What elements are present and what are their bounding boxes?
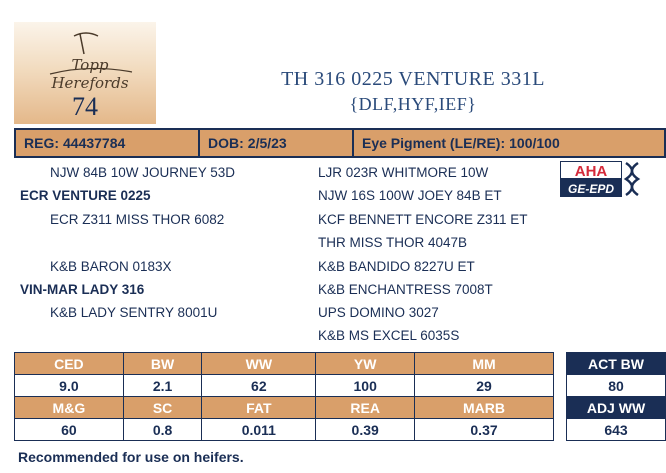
epd-table <box>14 352 554 441</box>
reg-value: 44437784 <box>63 135 126 151</box>
lot-box <box>14 22 156 124</box>
epd-header-mm: MM <box>415 353 554 375</box>
animal-name: TH 316 0225 VENTURE 331L <box>281 68 545 90</box>
eye-pigment-value: 100/100 <box>509 135 560 151</box>
lot-number: 74 <box>72 92 98 121</box>
epd-value-ced: 9.0 <box>15 375 124 397</box>
pedigree-dam-sire: K&B BARON 0183X <box>50 259 172 274</box>
pedigree-right-1: LJR 023R WHITMORE 10W <box>318 165 489 180</box>
topp-herefords-logo <box>40 28 140 92</box>
aha-logo-bottom: GE-EPD <box>567 182 615 196</box>
footer-note: Recommended for use on heifers. <box>18 449 244 465</box>
epd-value-yw: 100 <box>316 375 415 397</box>
dob-value: 2/5/23 <box>247 135 287 151</box>
pedigree-right-3: KCF BENNETT ENCORE Z311 ET <box>318 212 528 227</box>
pedigree-dam: VIN-MAR LADY 316 <box>20 282 145 297</box>
epd-header-ced: CED <box>15 353 124 375</box>
pedigree-right-6: K&B ENCHANTRESS 7008T <box>318 282 493 297</box>
act-bw-header: ACT BW <box>567 353 666 375</box>
pedigree-right-7: UPS DOMINO 3027 <box>318 305 439 320</box>
epd-header-row-2 <box>15 397 554 419</box>
epd-header-marb: MARB <box>415 397 554 419</box>
epd-value-sc: 0.8 <box>123 419 202 441</box>
aha-ge-epd-logo-icon <box>560 161 642 197</box>
adj-ww-value: 643 <box>567 419 666 441</box>
epd-header-mg: M&G <box>15 397 124 419</box>
pedigree-right-8: K&B MS EXCEL 6035S <box>318 328 460 343</box>
epd-header-rea: REA <box>316 397 415 419</box>
epd-header-fat: FAT <box>202 397 316 419</box>
epd-value-mm: 29 <box>415 375 554 397</box>
epd-header-sc: SC <box>123 397 202 419</box>
pedigree-sire-sire-sire: NJW 84B 10W JOURNEY 53D <box>50 165 236 180</box>
epd-value-row-1 <box>15 375 554 397</box>
eye-pigment-cell <box>354 130 664 156</box>
adj-ww-header: ADJ WW <box>567 397 666 419</box>
logo-text: Topp Herefords <box>51 56 129 92</box>
eye-pigment-label: Eye Pigment (LE/RE): <box>362 135 506 151</box>
aha-logo-top: AHA <box>574 163 608 180</box>
epd-header-bw: BW <box>123 353 202 375</box>
act-bw-value: 80 <box>567 375 666 397</box>
epd-value-fat: 0.011 <box>202 419 316 441</box>
epd-header-ww: WW <box>202 353 316 375</box>
dob-label: DOB: <box>208 135 244 151</box>
pedigree-dam-dam: K&B LADY SENTRY 8001U <box>50 305 218 320</box>
pedigree-right-5: K&B BANDIDO 8227U ET <box>318 259 475 274</box>
pedigree-right-4: THR MISS THOR 4047B <box>318 235 468 250</box>
epd-value-mg: 60 <box>15 419 124 441</box>
epd-value-row-2 <box>15 419 554 441</box>
dob-cell <box>200 130 354 156</box>
epd-value-rea: 0.39 <box>316 419 415 441</box>
pedigree-right-2: NJW 16S 100W JOEY 84B ET <box>318 188 502 203</box>
animal-designations: {DLF,HYF,IEF} <box>349 94 477 114</box>
epd-header-yw: YW <box>316 353 415 375</box>
reg-label: REG: <box>24 135 59 151</box>
registration-bar <box>14 128 666 158</box>
epd-value-marb: 0.37 <box>415 419 554 441</box>
epd-value-ww: 62 <box>202 375 316 397</box>
actual-weights-table <box>566 352 666 441</box>
pedigree-sire: ECR VENTURE 0225 <box>20 188 151 203</box>
epd-header-row-1 <box>15 353 554 375</box>
epd-value-bw: 2.1 <box>123 375 202 397</box>
pedigree-sire-dam: ECR Z311 MISS THOR 6082 <box>50 212 225 227</box>
reg-cell <box>16 130 200 156</box>
